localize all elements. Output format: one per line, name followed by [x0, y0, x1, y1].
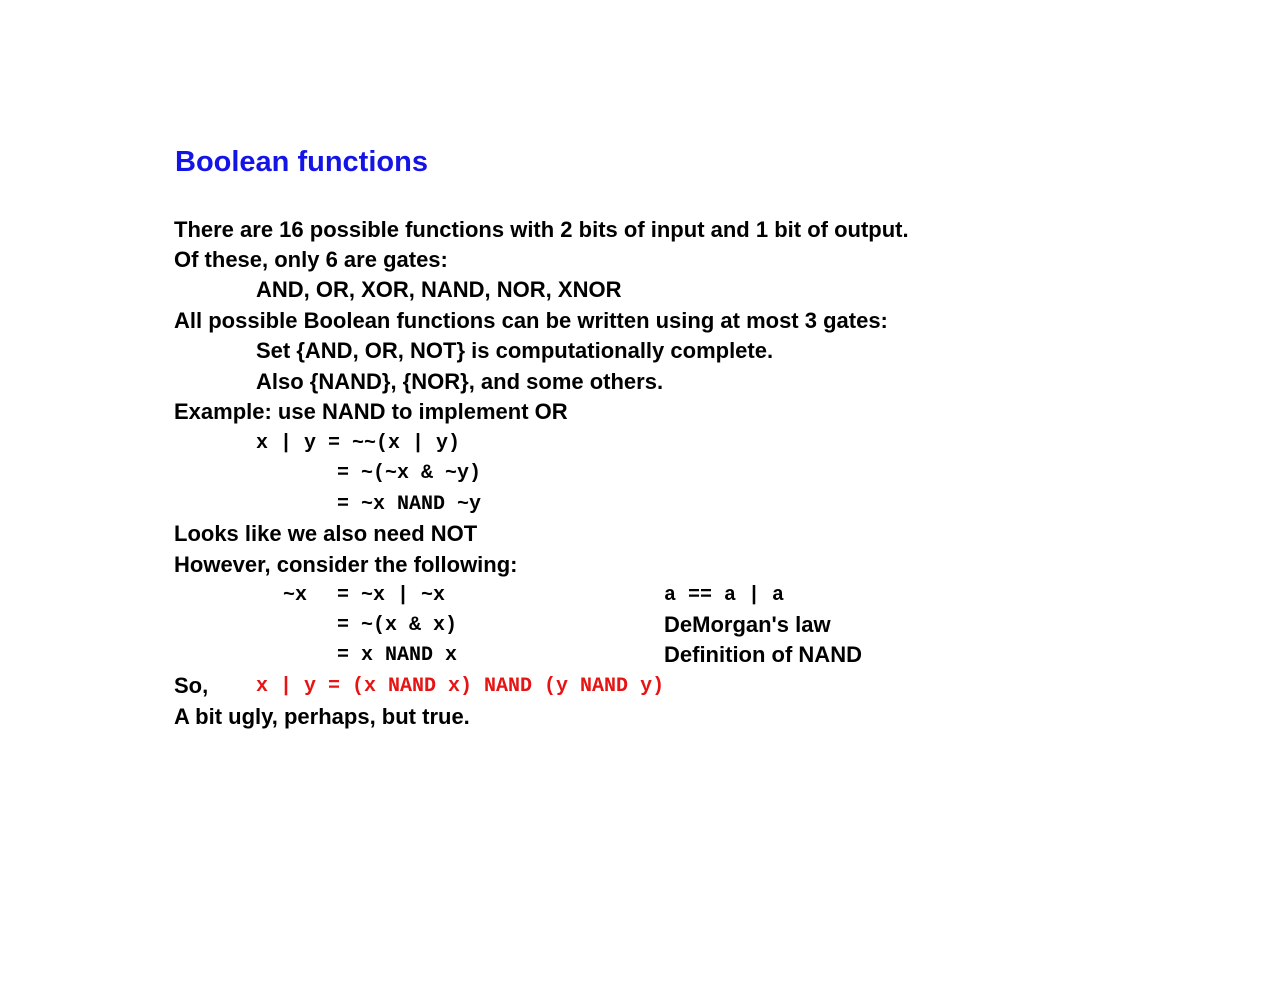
- note-line-15: Definition of NAND: [664, 642, 862, 667]
- text-line-6: Also {NAND}, {NOR}, and some others.: [256, 369, 664, 394]
- code-line-10: = ~x NAND ~y: [337, 493, 482, 516]
- text-line-2: Of these, only 6 are gates:: [174, 247, 448, 272]
- code-line-15: = x NAND x: [337, 644, 458, 667]
- text-line-5: Set {AND, OR, NOT} is computationally complete.: [256, 338, 774, 363]
- text-line-11: Looks like we also need NOT: [174, 521, 478, 546]
- text-line-3: AND, OR, XOR, NAND, NOR, XNOR: [256, 277, 622, 302]
- code-line-14: = ~(x & x): [337, 614, 458, 637]
- note-line-14: DeMorgan's law: [664, 612, 831, 637]
- code-line-8: x | y = ~~(x | y): [256, 432, 461, 455]
- code-line-9: = ~(~x & ~y): [337, 462, 482, 485]
- code-note-13: a == a | a: [664, 584, 785, 607]
- text-line-1: There are 16 possible functions with 2 bits of input and 1 bit of output.: [174, 217, 909, 242]
- slide-title: Boolean functions: [175, 146, 428, 178]
- code-line-13: = ~x | ~x: [337, 584, 446, 607]
- text-line-12: However, consider the following:: [174, 552, 518, 577]
- text-line-16: So,: [174, 673, 209, 698]
- text-line-7: Example: use NAND to implement OR: [174, 399, 568, 424]
- text-line-4: All possible Boolean functions can be written using at most 3 gates:: [174, 308, 888, 333]
- code-line-16-highlight: x | y = (x NAND x) NAND (y NAND y): [256, 675, 665, 698]
- code-line-13-lhs: ~x: [283, 584, 308, 607]
- text-line-17: A bit ugly, perhaps, but true.: [174, 704, 470, 729]
